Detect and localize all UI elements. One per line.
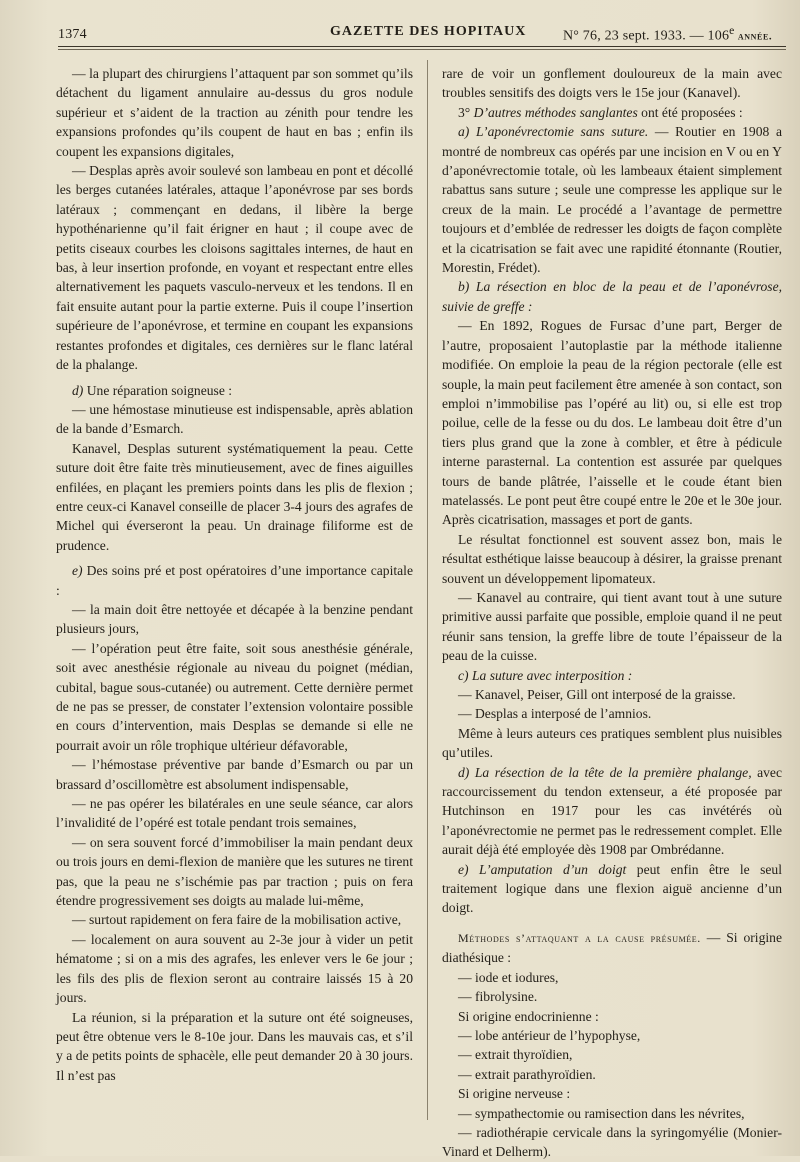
page-header (58, 22, 782, 44)
section-label: d) (72, 382, 84, 398)
paragraph: — l’hémostase préventive par bande d’Esmarch ou par un brassard d’oscillomètre est absolument indispensable, (56, 757, 413, 792)
section-heading-d (56, 381, 413, 400)
paragraph: — on sera souvent forcé d’immobiliser la main pendant deux ou trois jours en demi-flexion de manière que les sutures ne tirent pas, que la peau ne s’ischémie pas par traction ; puis on fera étendre progressivement ses doigts au malade lui-même, (56, 834, 413, 909)
column-divider (427, 60, 428, 1120)
subsection-text: avec raccourcissement du tendon extenseur, a été proposée par Hutchinson en 1917 pour les cas invétérés où l’aponévrectomie ne permet pas le redressement complet. Elle aurait déjà été employée dès 1908 par Ombrédanne. (442, 764, 783, 858)
list-item: — sympathectomie ou ramisection dans les névrites, (458, 1105, 745, 1121)
subsection-text: — Routier en 1908 a montré de nombreux cas opérés par une incision en V ou en Y d’aponévrectomie totale, où les lambeaux étaient simplement rabattus sans suture ; seule une compresse les applique sur le creux de la main. Le procédé a l’avantage de permettre toujours et d’emblée de redresser les doigts de façon complète et la cicatrisation se fait avec une rapidité étonnante (Routier, Morestin, Frédet). (442, 124, 782, 276)
paragraph: Même à leurs auteurs ces pratiques semblent plus nuisibles qu’utiles. (442, 725, 782, 761)
paragraph: — surtout rapidement on fera faire de la mobilisation active, (72, 912, 402, 928)
left-column (56, 64, 413, 1085)
issue-tail: année. (734, 30, 773, 43)
subsection-a (442, 122, 782, 277)
section-intro (442, 103, 782, 122)
list-item: — extrait thyroïdien, (458, 1047, 573, 1063)
methods-text: — Si origine diathésique : (442, 929, 782, 966)
subsection-title: a) L’aponévrectomie sans suture. (458, 124, 649, 140)
paragraph: — Desplas après avoir soulevé son lambeau en pont et décollé les berges cutanées latérales, attaque l’aponévrose par ses bords latéraux ; commençant en dedans, il libère la berge hypothénarienne qu’il fait érigner en haut ; il coupe avec de petits ciseaux courbes les cloisons sagittales internes, de haut en bas, à leur insertion profonde, en voyant et respectant entre elles alternativement les paquets vasculo-nerveux et les tendons. Il en fait ensuite autant pour la partie externe. Puis il coupe l’insertion supérieure de l’aponévrose, et termine en coupant les expansions restantes profondes et digitales, ces dernières sur le flanc latéral de la phalange. (56, 163, 413, 373)
subsection-text: peut enfin être le seul traitement logique dans une flexion aiguë ancienne d’un doigt. (442, 861, 783, 916)
paragraph: — Kanavel, Peiser, Gill ont interposé de la graisse. (458, 687, 736, 702)
subsection-d (442, 763, 782, 860)
methods-heading (442, 928, 782, 968)
list-item: — radiothérapie cervicale dans la syringomyélie (Monier-Vinard et Delherm). (442, 1124, 782, 1160)
subsection-e (442, 860, 782, 918)
paragraph: — Desplas a interposé de l’amnios. (458, 706, 652, 722)
journal-title: GAZETTE DES HOPITAUX (330, 24, 527, 39)
section-title: Une réparation soigneuse : (83, 382, 233, 398)
paragraph: rare de voir un gonflement douloureux de la main avec troubles sensitifs des doigts vers le 15e jour (Kanavel). (442, 66, 782, 101)
paragraph: — Kanavel au contraire, qui tient avant tout à une suture primitive aussi parfaite que possible, emploie quand il ne peut réunir sans tension, la greffe libre de toute l’épaisseur de la peau de la cuisse. (442, 589, 782, 664)
paragraph: — la main doit être nettoyée et décapée à la benzine pendant plusieurs jours, (56, 601, 413, 637)
page-number: 1374 (58, 27, 87, 42)
issue-info (563, 24, 772, 45)
paragraph: Le résultat fonctionnel est souvent assez bon, mais le résultat esthétique laisse beaucoup à désirer, la graisse prenant souvent un développement lipomateux. (442, 531, 782, 586)
paragraph: — une hémostase minutieuse est indispensable, après ablation de la bande d’Esmarch. (56, 401, 413, 437)
list-item: — fibrolysine. (458, 989, 538, 1005)
list-item: — lobe antérieur de l’hypophyse, (458, 1027, 641, 1043)
subsection-title: e) L’amputation d’un doigt (458, 861, 627, 877)
paragraph: — localement on aura souvent au 2-3e jour à vider un petit hématome ; si on a mis des agrafes, les enlever vers le 6e jour ; les fils des plis de flexion seront au contraire laissés 15 à 20 jours. (56, 931, 413, 1006)
paragraph: La réunion, si la préparation et la suture ont été soigneuses, peut être obtenue vers le 8-10e jour. Dans les mauvais cas, et s’il y a de petits points de sphacèle, elle peut demander 20 à 30 jours. Il n’est pas (56, 1009, 413, 1083)
issue-sup: e (729, 24, 735, 37)
header-rule-secondary (58, 49, 786, 50)
section-title: D’autres méthodes sanglantes (473, 104, 638, 120)
header-rule (58, 46, 786, 47)
paragraph: — l’opération peut être faite, soit sous anesthésie générale, soit avec anesthésie régionale au niveau du poignet (médian, cubital, bague sous-cutanée) ou autrement. Cette dernière permet de ne pas se presser, de constater l’extension volontaire possible en cours d’intervention, mais Desplas se demande si elle ne pourrait avoir un rôle trophique ultérieur défavorable, (56, 640, 413, 753)
methods-title: Méthodes s’attaquant a la cause présumée. (458, 930, 701, 945)
section-title: Des soins pré et post opératoires d’une importance capitale : (56, 563, 413, 598)
list-item: — iode et iodures, (458, 969, 559, 985)
subsection-title: d) La résection de la tête de la première phalange, (458, 764, 752, 780)
paragraph: Kanavel, Desplas suturent systématiquement la peau. Cette suture doit être faite très minutieusement, avec de fines aiguilles enfilées, en plaçant les premiers points dans les plis de flexion ; entre ceux-ci Kanavel conseille de placer 3-4 jours des agrafes de Michel qui éverseront la peau. Un drainage filiforme est de prudence. (56, 440, 413, 553)
section-tail: ont été proposées : (637, 104, 743, 120)
subsection-c-title: c) La suture avec interposition : (458, 667, 633, 683)
section-heading-e (56, 561, 413, 600)
section-label: e) (72, 563, 83, 579)
paragraph: — la plupart des chirurgiens l’attaquent par son sommet qu’ils détachent du ligament annulaire au-dessus du gros nodule supérieur et s’aident de la traction au zénith pour tendre les expansions profondes qu’ils coupent de haut en bas ; enfin ils coupent les expansions digitales, (56, 66, 413, 159)
list-item: — extrait parathyroïdien. (458, 1066, 596, 1082)
paragraph: — En 1892, Rogues de Fursac d’une part, Berger de l’autre, proposaient l’autoplastie par la méthode italienne modifiée. On emploie la peau de la région pectorale (elle est souple, la main peut facilement être amenée à son contact, son emploi n’immobilise pas l’opéré au lit) ou, si elle est trop poilue, celle de la fesse ou du dos. Le lambeau doit être d’un tiers plus grand que la zone à combler, et être à pédicule interne parasternal. La contention est assurée par quelques tours de bande plâtrée, l’aisselle et le coude étant bien matelassés. Le pont peut être coupé entre le 20e et le 30e jour. Après cicatrisation, massages et port de gants. (442, 318, 782, 528)
paragraph: — ne pas opérer les bilatérales en une seule séance, car alors l’invalidité de l’opéré est totale pendant trois semaines, (56, 796, 413, 831)
list-item: Si origine endocrinienne : (458, 1008, 599, 1024)
issue-text: N° 76, 23 sept. 1933. — 106 (563, 28, 730, 44)
section-number: 3° (458, 104, 474, 120)
right-column (442, 64, 782, 1162)
subsection-b-title: b) La résection en bloc de la peau et de l’aponévrose, suivie de greffe : (442, 279, 782, 314)
list-item: Si origine nerveuse : (458, 1086, 571, 1102)
